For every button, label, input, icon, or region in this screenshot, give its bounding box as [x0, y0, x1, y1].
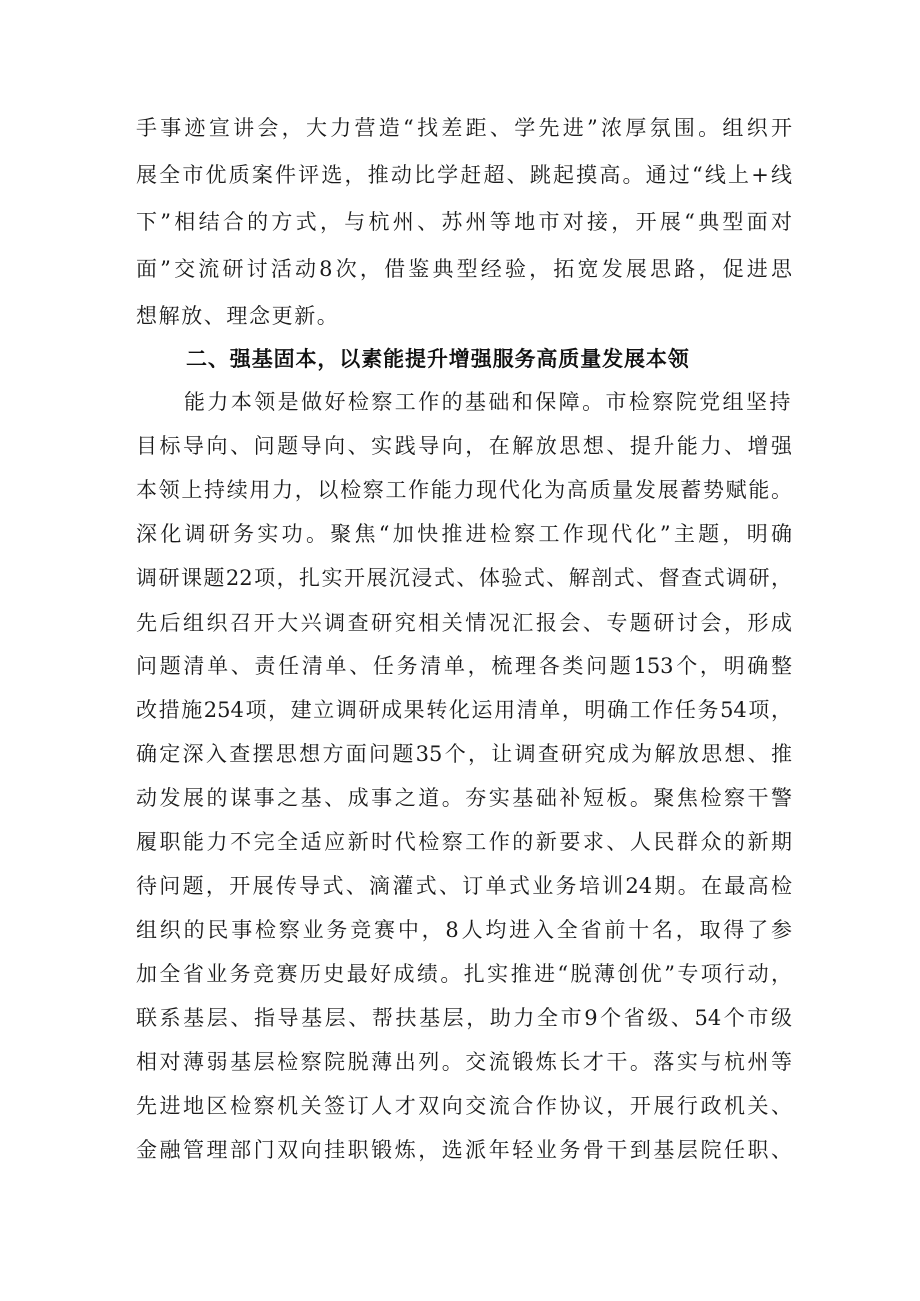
body-line [0, 954, 920, 994]
paragraph-first-line [0, 382, 920, 422]
line-text: 问题清单、责任清单、任务清单，梳理各类问题153个，明确整 [136, 654, 792, 678]
line-text: 目标导向、问题导向、实践导向，在解放思想、提升能力、增强 [136, 434, 792, 458]
line-text: 动发展的谋事之基、成事之道。夯实基础补短板。聚焦检察干警 [136, 786, 792, 810]
body-line [0, 778, 920, 818]
body-line [0, 202, 920, 242]
line-text: 组织的民事检察业务竞赛中，8人均进入全省前十名，取得了参 [136, 918, 792, 942]
line-text: 金融管理部门双向挂职锻炼，选派年轻业务骨干到基层院任职、 [136, 1138, 792, 1162]
body-line [0, 910, 920, 950]
line-text: 改措施254项，建立调研成果转化运用清单，明确工作任务54项， [136, 698, 792, 722]
body-line [0, 108, 920, 148]
body-line [0, 1042, 920, 1082]
body-line [0, 470, 920, 510]
body-line [0, 1130, 920, 1170]
line-text: 待问题，开展传导式、滴灌式、订单式业务培训24期。在最高检 [136, 874, 792, 898]
line-text: 联系基层、指导基层、帮扶基层，助力全市9个省级、54个市级 [136, 1006, 792, 1030]
line-text: 想解放、理念更新。 [136, 304, 340, 328]
line-text: 能力本领是做好检察工作的基础和保障。市检察院党组坚持 [184, 390, 792, 414]
line-text: 确定深入查摆思想方面问题35个，让调查研究成为解放思想、推 [136, 742, 792, 766]
body-line [0, 296, 920, 336]
body-line [0, 998, 920, 1038]
line-text: 加全省业务竞赛历史最好成绩。扎实推进“脱薄创优”专项行动， [136, 962, 792, 986]
body-line [0, 426, 920, 466]
body-line [0, 822, 920, 862]
body-line [0, 514, 920, 554]
body-line [0, 690, 920, 730]
body-line [0, 558, 920, 598]
line-text: 先进地区检察机关签订人才双向交流合作协议，开展行政机关、 [136, 1094, 792, 1118]
body-line [0, 603, 920, 643]
line-text: 履职能力不完全适应新时代检察工作的新要求、人民群众的新期 [136, 830, 792, 854]
line-text: 展全市优质案件评选，推动比学赶超、跳起摸高。通过“线上+线 [136, 163, 792, 187]
body-line [0, 249, 920, 289]
body-line [0, 1086, 920, 1126]
line-text: 相对薄弱基层检察院脱薄出列。交流锻炼长才干。落实与杭州等 [136, 1050, 792, 1074]
section-heading [0, 339, 920, 379]
body-line [0, 866, 920, 906]
line-text: 下”相结合的方式，与杭州、苏州等地市对接，开展“典型面对 [136, 210, 792, 234]
body-line [0, 734, 920, 774]
line-text: 深化调研务实功。聚焦“加快推进检察工作现代化”主题，明确 [136, 522, 792, 546]
line-text: 本领上持续用力，以检察工作能力现代化为高质量发展蓄势赋能。 [136, 478, 792, 502]
body-line [0, 646, 920, 686]
line-text: 调研课题22项，扎实开展沉浸式、体验式、解剖式、督查式调研， [136, 566, 792, 590]
line-text: 先后组织召开大兴调查研究相关情况汇报会、专题研讨会，形成 [136, 611, 792, 635]
section-heading-text: 二、强基固本，以素能提升增强服务高质量发展本领 [186, 347, 690, 371]
body-line [0, 155, 920, 195]
line-text: 面”交流研讨活动8次，借鉴典型经验，拓宽发展思路，促进思 [136, 257, 792, 281]
line-text: 手事迹宣讲会，大力营造“找差距、学先进”浓厚氛围。组织开 [136, 116, 792, 140]
